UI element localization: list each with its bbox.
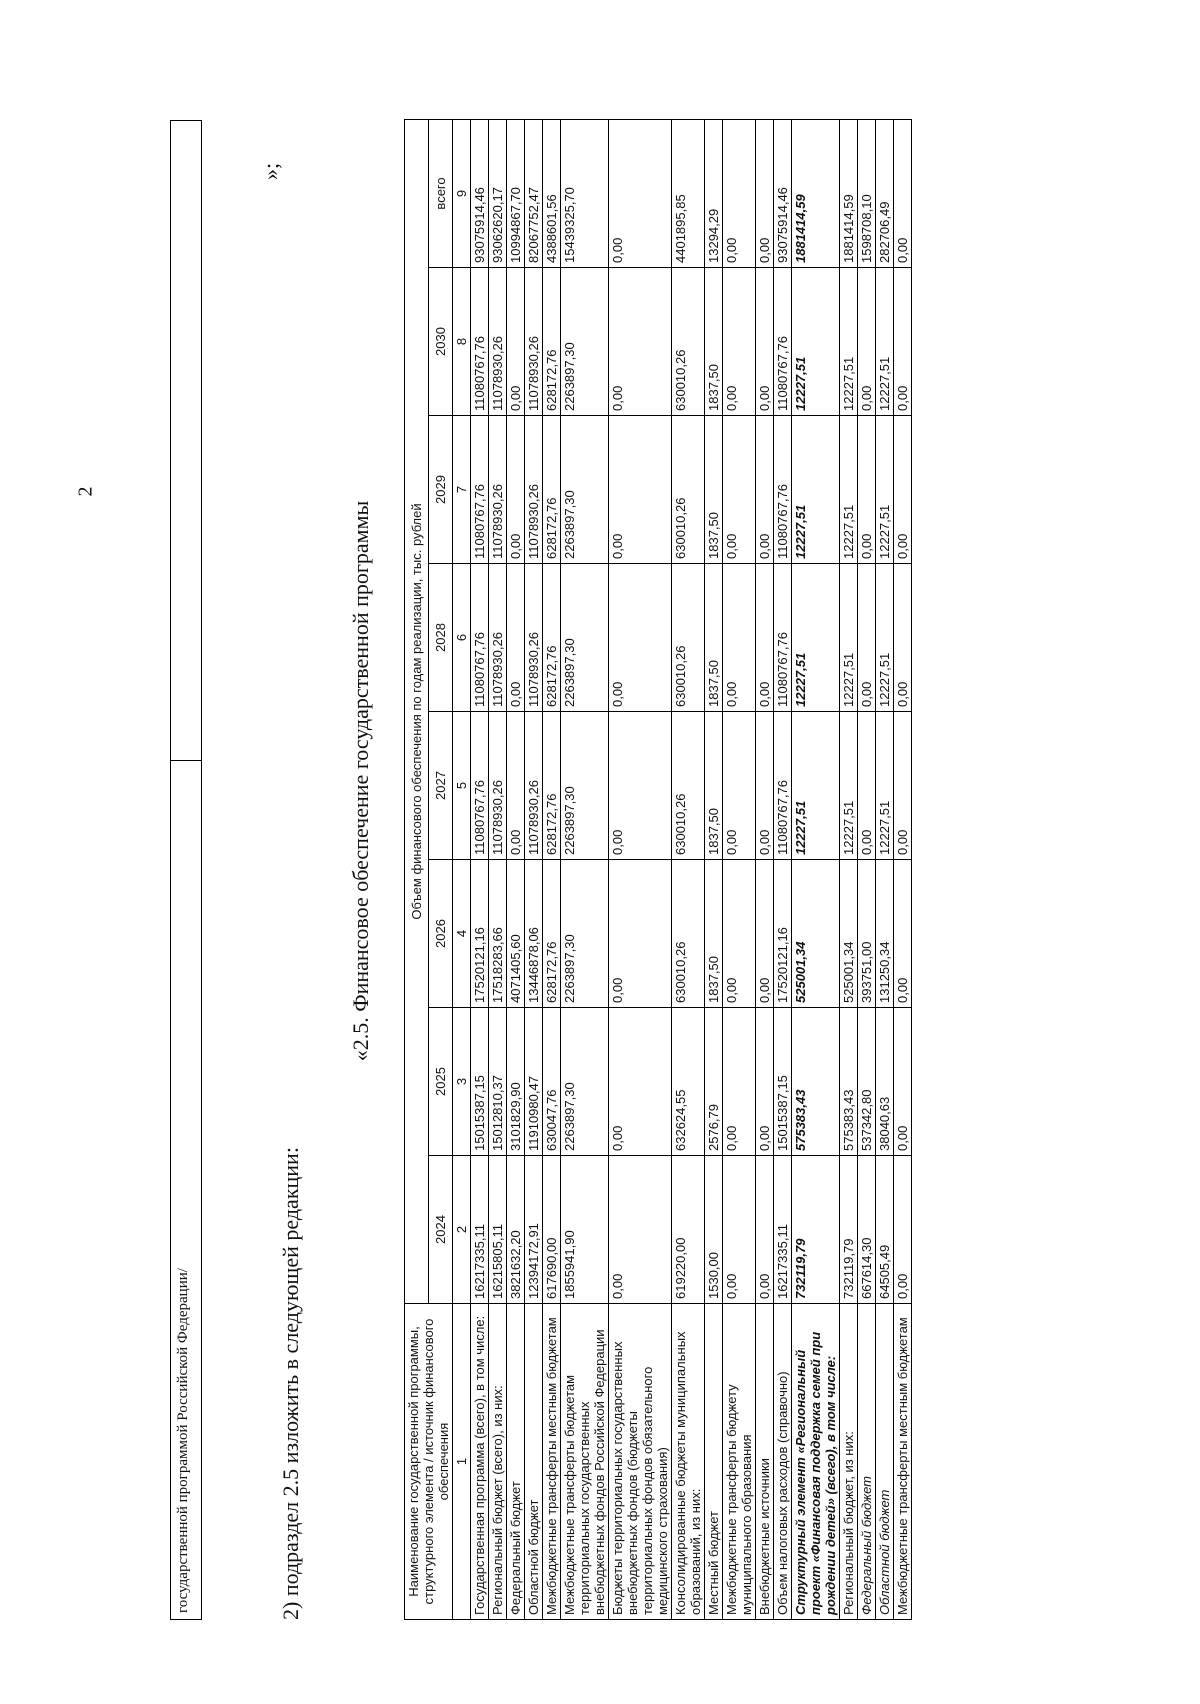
table-row	[876, 119, 894, 1619]
row-value: 0,00	[723, 268, 756, 416]
row-value: 628172,76	[543, 564, 561, 712]
row-name: Межбюджетные трансферты бюджету муниципального образования	[723, 1304, 756, 1620]
row-value: 393751,00	[858, 860, 876, 1008]
row-value: 0,00	[609, 1156, 672, 1304]
table-row	[723, 119, 756, 1619]
row-value: 0,00	[723, 860, 756, 1008]
row-value: 0,00	[894, 268, 912, 416]
row-value: 1837,50	[705, 860, 723, 1008]
row-name: Консолидированные бюджеты муниципальных образований, из них:	[672, 1304, 705, 1620]
column-number: 5	[453, 712, 471, 860]
row-value: 0,00	[894, 119, 912, 267]
row-value: 525001,34	[840, 860, 858, 1008]
row-value: 2576,79	[705, 1008, 723, 1156]
row-value: 15012810,37	[489, 1008, 507, 1156]
row-name: Федеральный бюджет	[858, 1304, 876, 1620]
row-value: 732119,79	[840, 1156, 858, 1304]
row-value: 0,00	[858, 564, 876, 712]
row-value: 131250,34	[876, 860, 894, 1008]
row-name: Межбюджетные трансферты бюджетам территориальных государственных внебюджетных фондов Российской Федерации	[561, 1304, 609, 1620]
row-name: Бюджеты территориальных государственных внебюджетных фондов (бюджеты территориальных фондов обязательного медицинского страхования)	[609, 1304, 672, 1620]
row-value: 12227,51	[792, 268, 840, 416]
row-value: 667614,30	[858, 1156, 876, 1304]
row-value: 82067752,47	[525, 119, 543, 267]
row-value: 12227,51	[792, 416, 840, 564]
row-value: 1837,50	[705, 268, 723, 416]
row-value: 93062620,17	[489, 119, 507, 267]
row-value: 93075914,46	[471, 119, 489, 267]
row-value: 0,00	[756, 1008, 774, 1156]
row-value: 0,00	[894, 1156, 912, 1304]
table-row	[525, 119, 543, 1619]
row-value: 12227,51	[876, 268, 894, 416]
row-value: 0,00	[756, 268, 774, 416]
row-value: 630010,26	[672, 860, 705, 1008]
row-value: 619220,00	[672, 1156, 705, 1304]
table-body	[471, 119, 912, 1619]
row-name: Объем налоговых расходов (справочно)	[774, 1304, 792, 1620]
table-row	[543, 119, 561, 1619]
row-value: 17518283,66	[489, 860, 507, 1008]
row-value: 15439325,70	[561, 119, 609, 267]
row-value: 628172,76	[543, 860, 561, 1008]
row-value: 2263897,30	[561, 712, 609, 860]
row-value: 617690,00	[543, 1156, 561, 1304]
row-name: Региональный бюджет (всего), из них:	[489, 1304, 507, 1620]
row-value: 11078930,26	[489, 564, 507, 712]
row-value: 630010,26	[672, 268, 705, 416]
row-value: 11910980,47	[525, 1008, 543, 1156]
row-value: 0,00	[723, 1008, 756, 1156]
table-row	[858, 119, 876, 1619]
row-value: 628172,76	[543, 268, 561, 416]
row-value: 0,00	[894, 416, 912, 564]
row-value: 11080767,76	[774, 564, 792, 712]
row-value: 1855941,90	[561, 1156, 609, 1304]
row-name: Межбюджетные трансферты местным бюджетам	[894, 1304, 912, 1620]
row-value: 2263897,30	[561, 268, 609, 416]
row-value: 1881414,59	[792, 119, 840, 267]
row-name: Структурный элемент «Региональный проект «Финансовая поддержка семей при рождении детей» (всего), в том числе:	[792, 1304, 840, 1620]
row-value: 15015387,15	[774, 1008, 792, 1156]
page-number: 2	[74, 486, 97, 497]
row-value: 11078930,26	[525, 416, 543, 564]
row-value: 3101829,90	[507, 1008, 525, 1156]
column-number: 6	[453, 564, 471, 712]
table-row	[840, 119, 858, 1619]
row-value: 0,00	[858, 268, 876, 416]
row-value: 630010,26	[672, 712, 705, 860]
row-name: Региональный бюджет, из них:	[840, 1304, 858, 1620]
row-value: 0,00	[609, 564, 672, 712]
row-value: 0,00	[894, 712, 912, 860]
row-value: 575383,43	[792, 1008, 840, 1156]
row-value: 0,00	[894, 860, 912, 1008]
row-value: 12227,51	[840, 268, 858, 416]
row-value: 732119,79	[792, 1156, 840, 1304]
row-value: 632624,55	[672, 1008, 705, 1156]
section-title	[348, 92, 374, 1620]
row-value: 11078930,26	[525, 712, 543, 860]
row-name: Областной бюджет	[876, 1304, 894, 1620]
row-value: 0,00	[609, 1008, 672, 1156]
header-name: Наименование государственной программы, структурного элемента / источник финансового обеспечения	[405, 1304, 453, 1620]
row-value: 2263897,30	[561, 860, 609, 1008]
row-value: 628172,76	[543, 416, 561, 564]
row-value: 0,00	[609, 416, 672, 564]
header-year: 2024	[429, 1156, 453, 1304]
row-value: 630010,26	[672, 564, 705, 712]
table-row	[756, 119, 774, 1619]
row-value: 64505,49	[876, 1156, 894, 1304]
row-value: 17520121,16	[471, 860, 489, 1008]
column-number: 8	[453, 268, 471, 416]
column-number: 7	[453, 416, 471, 564]
row-value: 1881414,59	[840, 119, 858, 267]
row-value: 0,00	[723, 1156, 756, 1304]
row-value: 4071405,60	[507, 860, 525, 1008]
row-value: 0,00	[723, 416, 756, 564]
row-value: 11078930,26	[489, 268, 507, 416]
row-value: 4388601,56	[543, 119, 561, 267]
row-value: 4401895,85	[672, 119, 705, 267]
row-value: 0,00	[507, 416, 525, 564]
header-year: 2025	[429, 1008, 453, 1156]
row-value: 628172,76	[543, 712, 561, 860]
row-name: Государственная программа (всего), в том числе:	[471, 1304, 489, 1620]
row-value: 12227,51	[792, 564, 840, 712]
row-value: 12227,51	[840, 712, 858, 860]
row-value: 0,00	[723, 712, 756, 860]
row-value: 282706,49	[876, 119, 894, 267]
row-value: 0,00	[756, 712, 774, 860]
column-number: 3	[453, 1008, 471, 1156]
row-value: 12227,51	[792, 712, 840, 860]
row-value: 0,00	[507, 564, 525, 712]
row-value: 12227,51	[840, 564, 858, 712]
row-value: 0,00	[609, 712, 672, 860]
row-value: 11080767,76	[471, 268, 489, 416]
column-number: 2	[453, 1156, 471, 1304]
financing-table	[404, 119, 912, 1620]
section-title-text: «2.5. Финансовое обеспечение государственной программы	[348, 500, 373, 1062]
row-value: 0,00	[894, 1008, 912, 1156]
row-value: 0,00	[756, 564, 774, 712]
row-value: 2263897,30	[561, 1008, 609, 1156]
row-value: 11078930,26	[525, 564, 543, 712]
column-number: 4	[453, 860, 471, 1008]
row-value: 16217335,11	[774, 1156, 792, 1304]
row-value: 0,00	[756, 416, 774, 564]
row-value: 1837,50	[705, 416, 723, 564]
row-value: 11080767,76	[774, 268, 792, 416]
row-value: 12227,51	[876, 416, 894, 564]
row-value: 93075914,46	[774, 119, 792, 267]
row-value: 630010,26	[672, 416, 705, 564]
table-row	[705, 119, 723, 1619]
row-value: 0,00	[858, 416, 876, 564]
table-row	[609, 119, 672, 1619]
column-numbers-row	[453, 119, 471, 1619]
row-value: 2263897,30	[561, 564, 609, 712]
row-value: 575383,43	[840, 1008, 858, 1156]
header-year: 2026	[429, 860, 453, 1008]
row-value: 11078930,26	[525, 268, 543, 416]
row-value: 12227,51	[876, 564, 894, 712]
row-name: Областной бюджет	[525, 1304, 543, 1620]
row-value: 11080767,76	[471, 416, 489, 564]
closing-quote: »;	[258, 162, 283, 180]
table-row	[672, 119, 705, 1619]
row-value: 11078930,26	[489, 416, 507, 564]
table-row	[792, 119, 840, 1619]
row-value: 0,00	[894, 564, 912, 712]
row-value: 12227,51	[876, 712, 894, 860]
row-value: 13446878,06	[525, 860, 543, 1008]
row-value: 0,00	[507, 268, 525, 416]
row-value: 11080767,76	[774, 712, 792, 860]
table-row	[471, 119, 489, 1619]
row-value: 11080767,76	[471, 712, 489, 860]
header-row-group	[405, 119, 429, 1619]
row-value: 17520121,16	[774, 860, 792, 1008]
row-value: 0,00	[609, 860, 672, 1008]
row-value: 15015387,15	[471, 1008, 489, 1156]
row-value: 1837,50	[705, 712, 723, 860]
row-value: 0,00	[723, 119, 756, 267]
row-value: 0,00	[723, 564, 756, 712]
row-value: 10994867,70	[507, 119, 525, 267]
header-year: 2029	[429, 416, 453, 564]
row-value: 0,00	[507, 712, 525, 860]
previous-table-cell: государственной программой Российской Федерации/	[171, 760, 201, 1620]
row-value: 13294,29	[705, 119, 723, 267]
row-value: 12394172,91	[525, 1156, 543, 1304]
previous-table-cell-empty	[171, 120, 201, 761]
row-value: 11080767,76	[774, 416, 792, 564]
row-value: 525001,34	[792, 860, 840, 1008]
table-row	[507, 119, 525, 1619]
header-year: 2027	[429, 712, 453, 860]
row-value: 0,00	[756, 860, 774, 1008]
table-row	[894, 119, 912, 1619]
table-row	[489, 119, 507, 1619]
row-value: 1837,50	[705, 564, 723, 712]
row-value: 0,00	[609, 268, 672, 416]
row-value: 38040,63	[876, 1008, 894, 1156]
row-value: 1530,00	[705, 1156, 723, 1304]
rotated-page-content	[78, 92, 1200, 1620]
row-value: 537342,80	[858, 1008, 876, 1156]
header-year: 2028	[429, 564, 453, 712]
table-row	[561, 119, 609, 1619]
row-value: 2263897,30	[561, 416, 609, 564]
row-value: 0,00	[756, 119, 774, 267]
column-number: 1	[453, 1304, 471, 1620]
row-value: 0,00	[858, 712, 876, 860]
row-value: 3821632,20	[507, 1156, 525, 1304]
row-name: Межбюджетные трансферты местным бюджетам	[543, 1304, 561, 1620]
row-value: 630047,76	[543, 1008, 561, 1156]
intro-text: 2) подраздел 2.5 изложить в следующей редакции:	[278, 1147, 303, 1620]
previous-table-row	[170, 120, 202, 1620]
row-name: Федеральный бюджет	[507, 1304, 525, 1620]
row-value: 12227,51	[840, 416, 858, 564]
row-value: 1598708,10	[858, 119, 876, 267]
row-value: 0,00	[756, 1156, 774, 1304]
column-number: 9	[453, 119, 471, 267]
header-year: 2030	[429, 268, 453, 416]
row-name: Внебюджетные источники	[756, 1304, 774, 1620]
row-value: 0,00	[609, 119, 672, 267]
table-row	[774, 119, 792, 1619]
row-name: Местный бюджет	[705, 1304, 723, 1620]
row-value: 16217335,11	[471, 1156, 489, 1304]
row-value: 11080767,76	[471, 564, 489, 712]
header-total: всего	[429, 119, 453, 267]
row-value: 11078930,26	[489, 712, 507, 860]
row-value: 16215805,11	[489, 1156, 507, 1304]
header-group: Объем финансового обеспечения по годам реализации, тыс. рублей	[405, 119, 429, 1303]
